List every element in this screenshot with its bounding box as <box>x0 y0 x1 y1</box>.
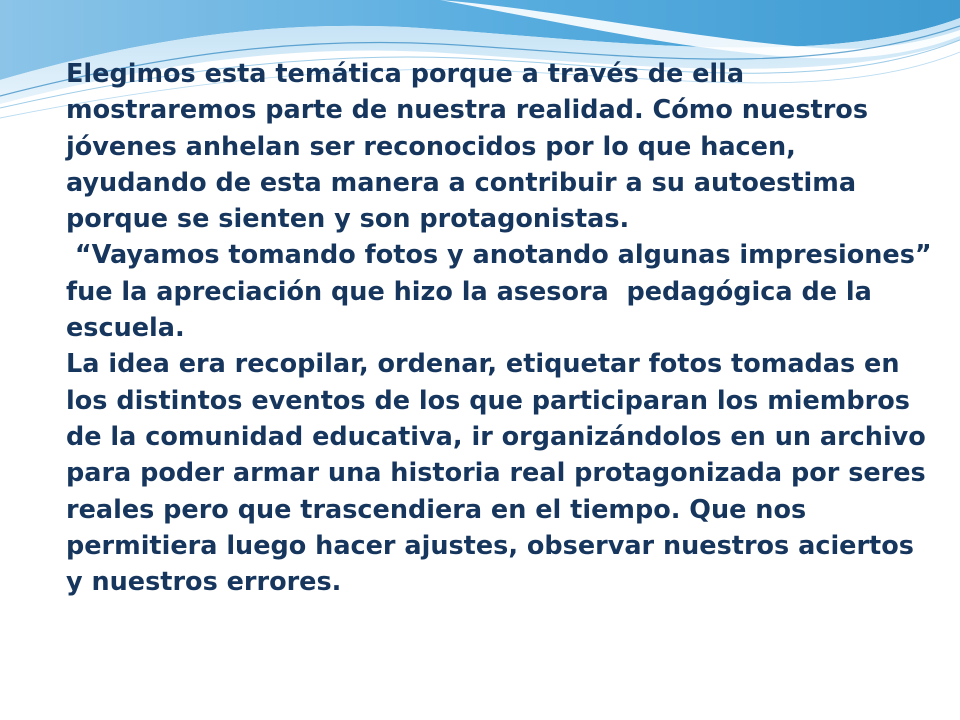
paragraph-3: La idea era recopilar, ordenar, etiquetar fotos tomadas en los distintos eventos de los que participaran los miembros de la comunidad educativa, ir organizándolos en un archivo para poder armar una historia real protagonizada por seres reales pero que trascendiera en el tiempo. Que nos permitiera luego hacer ajustes, observar nuestros aciertos y nuestros errores. <box>66 349 935 598</box>
slide-text-body <box>66 56 941 600</box>
paragraph-2: “Vayamos tomando fotos y anotando algunas impresiones” fue la apreciación que hizo la asesora pedagógica de la escuela. <box>66 240 941 344</box>
paragraph-1: Elegimos esta temática porque a través de ella mostraremos parte de nuestra realidad. Cómo nuestros jóvenes anhelan ser reconocidos por lo que hacen, ayudando de esta manera a contribuir a su autoestima porque se sienten y son protagonistas. <box>66 59 877 235</box>
